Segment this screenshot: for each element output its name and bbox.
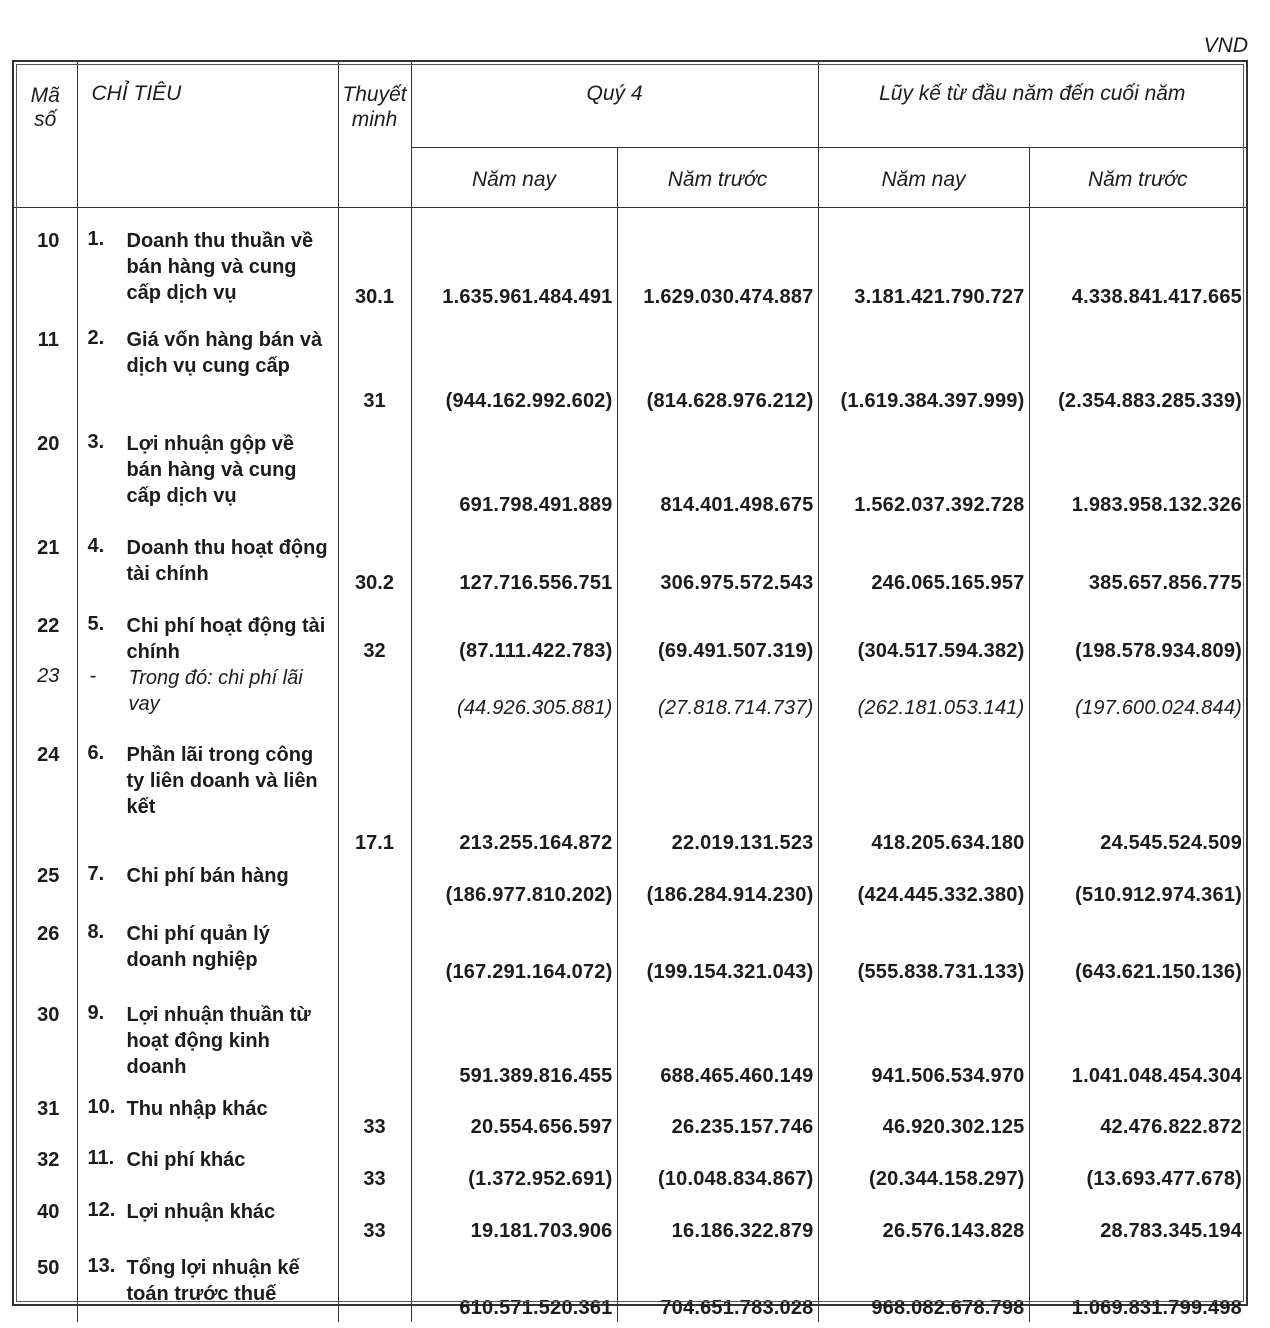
row-code — [14, 415, 77, 519]
row-ytd-current-year: (20.344.158.297) — [818, 1141, 1029, 1193]
row-code-text: 32 — [37, 1149, 60, 1171]
row-label-text: Chi phí khác — [126, 1149, 246, 1171]
row-label-text: Thu nhập khác — [126, 1098, 268, 1120]
row-q4-current-year: (186.977.810.202) — [411, 857, 617, 909]
table-row — [14, 1193, 1246, 1245]
row-note — [338, 415, 411, 519]
row-number: 4. — [87, 535, 105, 557]
row-label — [77, 519, 338, 597]
row-q4-current-year: 20.554.656.597 — [411, 1090, 617, 1141]
row-q4-previous-year: (199.154.321.043) — [617, 909, 818, 986]
row-ytd-current-year: (1.619.384.397.999) — [818, 311, 1029, 415]
header-q4-current-year: Năm nay — [411, 147, 617, 207]
row-q4-previous-year: 704.651.783.028 — [617, 1245, 818, 1322]
row-note: 30.1 — [338, 207, 411, 311]
row-code-text: 30 — [37, 1004, 60, 1026]
row-code-text: 21 — [37, 537, 60, 559]
row-note: 32 — [338, 597, 411, 665]
row-label — [77, 1090, 338, 1141]
row-q4-current-year: 1.635.961.484.491 — [411, 207, 617, 311]
table-row — [14, 665, 1246, 722]
row-ytd-previous-year: 385.657.856.775 — [1029, 519, 1246, 597]
row-code — [14, 1141, 77, 1193]
row-label-text: Tổng lợi nhuận kế toán trước thuế — [126, 1257, 300, 1305]
row-note: 17.1 — [338, 722, 411, 857]
row-label-text: Giá vốn hàng bán và dịch vụ cung cấp — [126, 329, 323, 377]
row-label-text: Trong đó: chi phí lãi vay — [128, 667, 303, 715]
row-q4-previous-year: (10.048.834.867) — [617, 1141, 818, 1193]
table-row — [14, 207, 1246, 311]
row-note: 33 — [338, 1193, 411, 1245]
row-code — [14, 857, 77, 909]
row-label-text: Lợi nhuận khác — [126, 1201, 276, 1223]
row-number: 5. — [87, 613, 105, 635]
row-code — [14, 722, 77, 857]
row-code — [14, 665, 77, 722]
table-row — [14, 519, 1246, 597]
header-cumulative: Lũy kế từ đầu năm đến cuối năm — [818, 62, 1246, 147]
table-row — [14, 597, 1246, 665]
row-number: 1. — [87, 227, 105, 250]
row-ytd-previous-year: 1.069.831.799.498 — [1029, 1245, 1246, 1322]
row-number: 7. — [87, 863, 105, 885]
row-code — [14, 1245, 77, 1322]
table-row — [14, 857, 1246, 909]
header-quarter-4: Quý 4 — [411, 62, 818, 147]
row-code — [14, 311, 77, 415]
row-code-text: 31 — [37, 1098, 60, 1120]
row-number: 9. — [87, 1002, 105, 1024]
row-label-text: Doanh thu thuần về bán hàng và cung cấp dịch vụ — [126, 229, 314, 304]
row-ytd-previous-year: (198.578.934.809) — [1029, 597, 1246, 665]
table-row — [14, 986, 1246, 1090]
row-label-text: Chi phí quản lý doanh nghiệp — [126, 923, 270, 971]
row-q4-previous-year: 16.186.322.879 — [617, 1193, 818, 1245]
row-label — [77, 722, 338, 857]
row-note: 33 — [338, 1141, 411, 1193]
row-number: 13. — [87, 1255, 116, 1277]
row-code — [14, 597, 77, 665]
row-code-text: 50 — [37, 1257, 60, 1279]
row-label — [77, 665, 338, 722]
row-number: 3. — [87, 431, 105, 453]
row-ytd-previous-year: 1.041.048.454.304 — [1029, 986, 1246, 1090]
row-q4-current-year: 213.255.164.872 — [411, 722, 617, 857]
row-label — [77, 986, 338, 1090]
row-q4-previous-year: (186.284.914.230) — [617, 857, 818, 909]
row-label-text: Chi phí bán hàng — [126, 865, 289, 887]
header-ytd-current-year: Năm nay — [818, 147, 1029, 207]
row-label — [77, 415, 338, 519]
row-label-text: Chi phí hoạt động tài chính — [126, 615, 326, 663]
header-thuyet-minh: Thuyết minh — [338, 62, 411, 207]
row-label — [77, 857, 338, 909]
row-code — [14, 1090, 77, 1141]
income-statement-frame — [12, 60, 1248, 1319]
row-ytd-previous-year: (643.621.150.136) — [1029, 909, 1246, 986]
row-number: 11. — [87, 1147, 115, 1169]
row-code-text: 25 — [37, 865, 60, 887]
table-row — [14, 311, 1246, 415]
row-code-text: 26 — [37, 923, 60, 945]
row-ytd-current-year: (424.445.332.380) — [818, 857, 1029, 909]
row-q4-current-year: (944.162.992.602) — [411, 311, 617, 415]
row-q4-previous-year: 22.019.131.523 — [617, 722, 818, 857]
row-q4-previous-year: 306.975.572.543 — [617, 519, 818, 597]
header-ma-so: Mã số — [14, 62, 77, 207]
row-code-text: 40 — [37, 1201, 60, 1223]
row-code-text: 10 — [37, 229, 60, 252]
row-label-text: Phần lãi trong công ty liên doanh và liên kết — [126, 744, 318, 818]
row-q4-current-year: (167.291.164.072) — [411, 909, 617, 986]
row-label-text: Lợi nhuận gộp về bán hàng và cung cấp dịch vụ — [126, 433, 297, 507]
row-note: 31 — [338, 311, 411, 415]
row-number: 10. — [87, 1096, 116, 1118]
row-label-text: Lợi nhuận thuần từ hoạt động kinh doanh — [126, 1004, 311, 1078]
row-code — [14, 207, 77, 311]
row-ytd-current-year: 26.576.143.828 — [818, 1193, 1029, 1245]
row-q4-current-year: 610.571.520.361 — [411, 1245, 617, 1322]
row-label — [77, 597, 338, 665]
table-row — [14, 1090, 1246, 1141]
row-ytd-previous-year: (2.354.883.285.339) — [1029, 311, 1246, 415]
row-label — [77, 909, 338, 986]
row-ytd-previous-year: 24.545.524.509 — [1029, 722, 1246, 857]
table-row — [14, 909, 1246, 986]
row-ytd-previous-year: 42.476.822.872 — [1029, 1090, 1246, 1141]
row-number: 6. — [87, 742, 105, 764]
header-ytd-previous-year: Năm trước — [1029, 147, 1246, 207]
table-row — [14, 1141, 1246, 1193]
row-q4-current-year: 127.716.556.751 — [411, 519, 617, 597]
row-ytd-current-year: 246.065.165.957 — [818, 519, 1029, 597]
row-ytd-current-year: 1.562.037.392.728 — [818, 415, 1029, 519]
row-label — [77, 311, 338, 415]
row-q4-current-year: (44.926.305.881) — [411, 665, 617, 722]
row-ytd-current-year: 3.181.421.790.727 — [818, 207, 1029, 311]
row-q4-previous-year: (69.491.507.319) — [617, 597, 818, 665]
row-ytd-current-year: 418.205.634.180 — [818, 722, 1029, 857]
row-q4-current-year: (1.372.952.691) — [411, 1141, 617, 1193]
income-statement-table — [14, 62, 1246, 1322]
row-note — [338, 1245, 411, 1322]
row-code — [14, 1193, 77, 1245]
row-q4-previous-year: 26.235.157.746 — [617, 1090, 818, 1141]
row-ytd-previous-year: (510.912.974.361) — [1029, 857, 1246, 909]
row-code — [14, 519, 77, 597]
row-q4-current-year: 691.798.491.889 — [411, 415, 617, 519]
row-ytd-previous-year: 28.783.345.194 — [1029, 1193, 1246, 1245]
row-ytd-previous-year: 4.338.841.417.665 — [1029, 207, 1246, 311]
row-note — [338, 857, 411, 909]
row-ytd-current-year: 46.920.302.125 — [818, 1090, 1029, 1141]
row-q4-previous-year: 688.465.460.149 — [617, 986, 818, 1090]
row-ytd-current-year: 941.506.534.970 — [818, 986, 1029, 1090]
row-label — [77, 1141, 338, 1193]
row-code-text: 23 — [37, 665, 60, 687]
table-row — [14, 415, 1246, 519]
row-code — [14, 909, 77, 986]
row-ytd-previous-year: (197.600.024.844) — [1029, 665, 1246, 722]
row-code — [14, 986, 77, 1090]
header-q4-previous-year: Năm trước — [617, 147, 818, 207]
table-row — [14, 722, 1246, 857]
row-ytd-previous-year: 1.983.958.132.326 — [1029, 415, 1246, 519]
row-ytd-current-year: (304.517.594.382) — [818, 597, 1029, 665]
row-q4-previous-year: 814.401.498.675 — [617, 415, 818, 519]
row-note — [338, 909, 411, 986]
row-note: 33 — [338, 1090, 411, 1141]
row-ytd-current-year: (262.181.053.141) — [818, 665, 1029, 722]
row-q4-current-year: 591.389.816.455 — [411, 986, 617, 1090]
currency-unit: VND — [1203, 34, 1248, 57]
row-label — [77, 1193, 338, 1245]
row-q4-current-year: 19.181.703.906 — [411, 1193, 617, 1245]
row-code-text: 11 — [37, 329, 59, 351]
row-code-text: 24 — [37, 744, 60, 766]
row-label-text: Doanh thu hoạt động tài chính — [126, 537, 328, 585]
row-code-text: 20 — [37, 433, 60, 455]
row-note: 30.2 — [338, 519, 411, 597]
row-number: 12. — [87, 1199, 116, 1221]
row-ytd-current-year: (555.838.731.133) — [818, 909, 1029, 986]
row-number: 8. — [87, 921, 105, 943]
row-code-text: 22 — [37, 615, 60, 637]
row-q4-previous-year: (814.628.976.212) — [617, 311, 818, 415]
row-q4-current-year: (87.111.422.783) — [411, 597, 617, 665]
header-chi-tieu: CHỈ TIÊU — [77, 62, 338, 207]
row-q4-previous-year: 1.629.030.474.887 — [617, 207, 818, 311]
row-note — [338, 665, 411, 722]
row-number: - — [89, 665, 97, 687]
row-label — [77, 1245, 338, 1322]
row-ytd-previous-year: (13.693.477.678) — [1029, 1141, 1246, 1193]
row-number: 2. — [87, 327, 105, 349]
row-note — [338, 986, 411, 1090]
table-row — [14, 1245, 1246, 1322]
row-q4-previous-year: (27.818.714.737) — [617, 665, 818, 722]
row-ytd-current-year: 968.082.678.798 — [818, 1245, 1029, 1322]
row-label — [77, 207, 338, 311]
